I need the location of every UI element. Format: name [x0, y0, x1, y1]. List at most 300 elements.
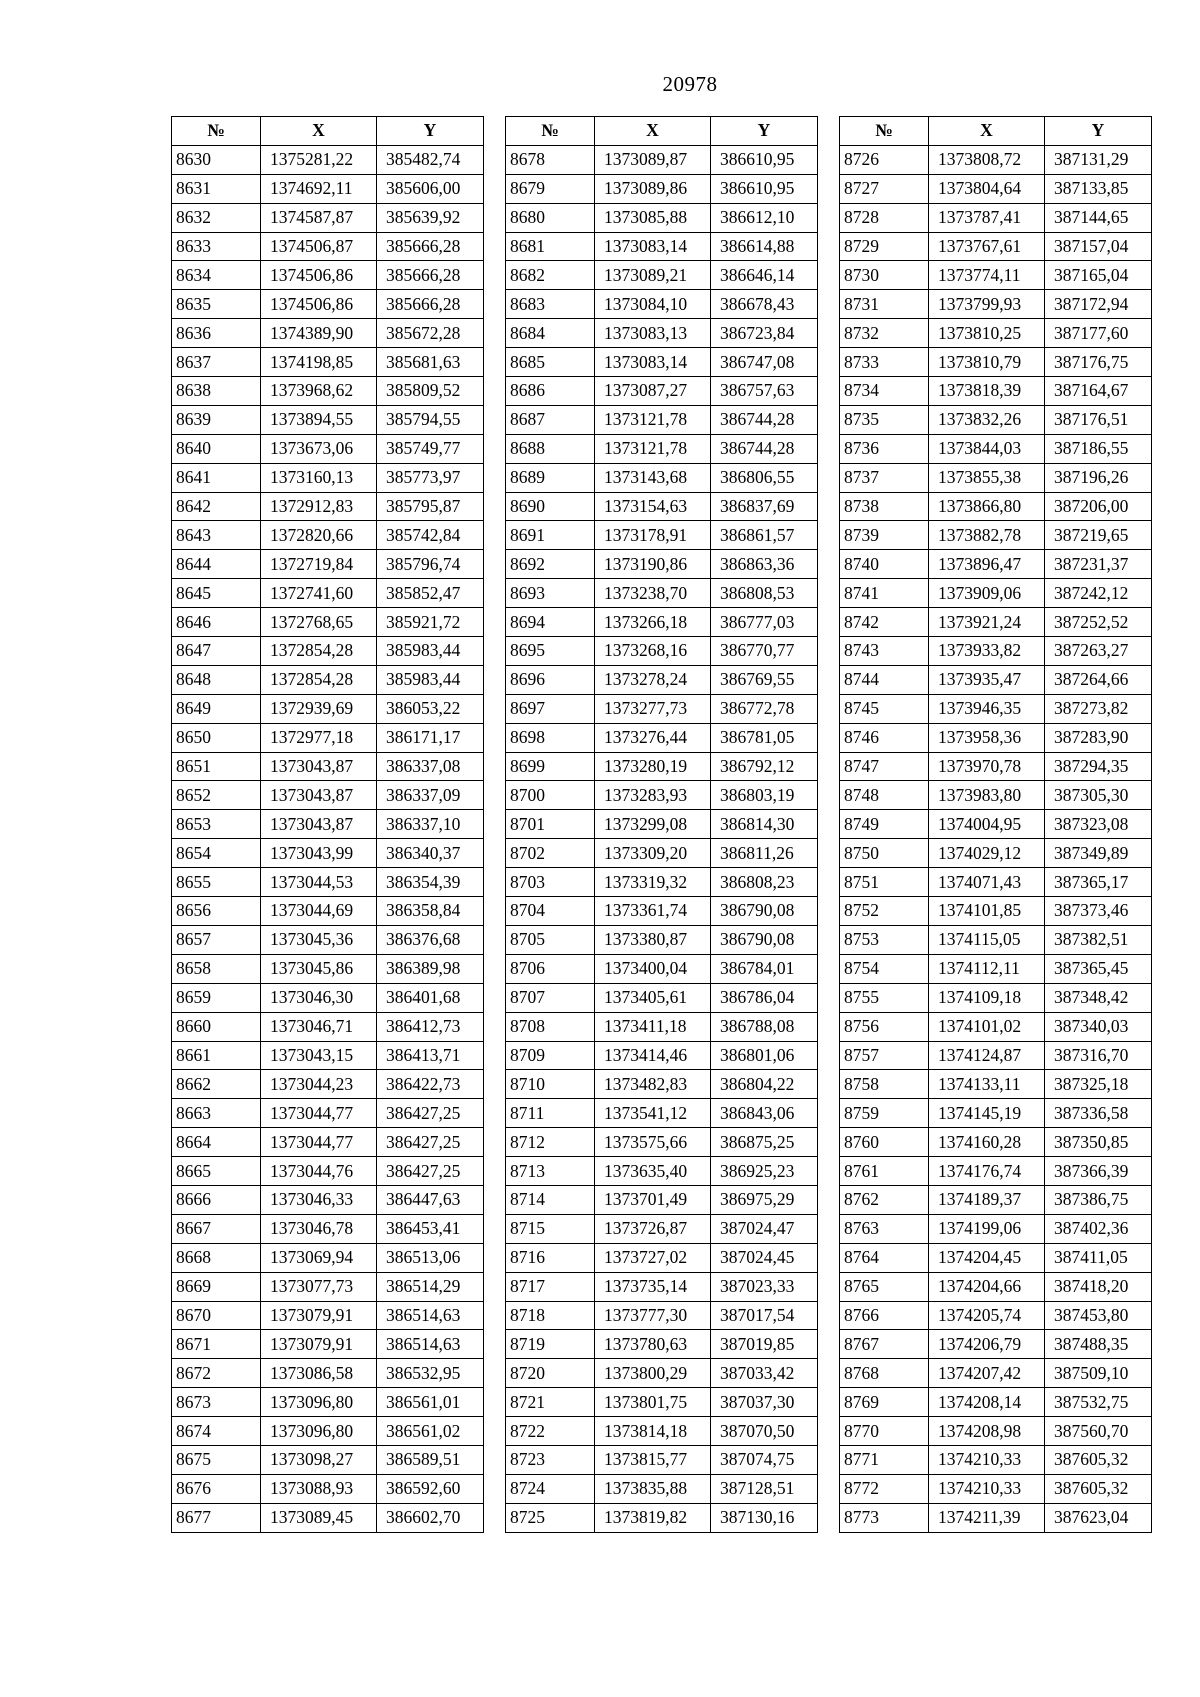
x-coordinate-cell: 1373160,13 [261, 463, 377, 492]
table-row [840, 1185, 1152, 1214]
x-coordinate-cell: 1373178,91 [595, 521, 711, 550]
table-row [172, 1041, 484, 1070]
table-row [506, 145, 818, 174]
y-coordinate-cell: 386863,36 [711, 550, 818, 579]
y-coordinate-cell: 387263,27 [1045, 637, 1152, 666]
point-number-cell: 8759 [840, 1099, 929, 1128]
table-row [506, 868, 818, 897]
x-coordinate-cell: 1374004,95 [929, 810, 1045, 839]
y-coordinate-cell: 387176,51 [1045, 405, 1152, 434]
point-number-cell: 8769 [840, 1388, 929, 1417]
point-number-cell: 8671 [172, 1330, 261, 1359]
point-number-cell: 8651 [172, 752, 261, 781]
x-coordinate-cell: 1373804,64 [929, 174, 1045, 203]
y-coordinate-cell: 387366,39 [1045, 1157, 1152, 1186]
point-number-cell: 8730 [840, 261, 929, 290]
y-coordinate-cell: 387231,37 [1045, 550, 1152, 579]
table-row [172, 1330, 484, 1359]
point-number-cell: 8681 [506, 232, 595, 261]
header-number: № [840, 117, 929, 146]
table-row [172, 290, 484, 319]
point-number-cell: 8711 [506, 1099, 595, 1128]
x-coordinate-cell: 1373079,91 [261, 1301, 377, 1330]
point-number-cell: 8702 [506, 839, 595, 868]
y-coordinate-cell: 386532,95 [377, 1359, 484, 1388]
x-coordinate-cell: 1373046,71 [261, 1012, 377, 1041]
y-coordinate-cell: 387340,03 [1045, 1012, 1152, 1041]
y-coordinate-cell: 385921,72 [377, 608, 484, 637]
x-coordinate-cell: 1373079,91 [261, 1330, 377, 1359]
x-coordinate-cell: 1373098,27 [261, 1445, 377, 1474]
y-coordinate-cell: 387242,12 [1045, 579, 1152, 608]
y-coordinate-cell: 385773,97 [377, 463, 484, 492]
table-row [172, 145, 484, 174]
table-row [506, 1099, 818, 1128]
table-row [506, 434, 818, 463]
x-coordinate-cell: 1374210,33 [929, 1445, 1045, 1474]
x-coordinate-cell: 1373276,44 [595, 723, 711, 752]
point-number-cell: 8678 [506, 145, 595, 174]
table-header-row [172, 117, 484, 146]
point-number-cell: 8733 [840, 348, 929, 377]
x-coordinate-cell: 1373414,46 [595, 1041, 711, 1070]
table-row [172, 954, 484, 983]
point-number-cell: 8761 [840, 1157, 929, 1186]
x-coordinate-cell: 1372741,60 [261, 579, 377, 608]
x-coordinate-cell: 1374029,12 [929, 839, 1045, 868]
table-row [840, 1041, 1152, 1070]
x-coordinate-cell: 1374101,85 [929, 897, 1045, 926]
table-row [840, 290, 1152, 319]
coordinate-table-3 [839, 116, 1152, 1533]
table-row [506, 319, 818, 348]
x-coordinate-cell: 1373727,02 [595, 1243, 711, 1272]
x-coordinate-cell: 1373810,25 [929, 319, 1045, 348]
y-coordinate-cell: 387144,65 [1045, 203, 1152, 232]
y-coordinate-cell: 387157,04 [1045, 232, 1152, 261]
x-coordinate-cell: 1373411,18 [595, 1012, 711, 1041]
table-row [840, 463, 1152, 492]
point-number-cell: 8731 [840, 290, 929, 319]
table-row [840, 1272, 1152, 1301]
x-coordinate-cell: 1374112,11 [929, 954, 1045, 983]
x-coordinate-cell: 1373086,58 [261, 1359, 377, 1388]
x-coordinate-cell: 1374207,42 [929, 1359, 1045, 1388]
table-row [840, 203, 1152, 232]
table-row [506, 348, 818, 377]
point-number-cell: 8676 [172, 1474, 261, 1503]
x-coordinate-cell: 1373085,88 [595, 203, 711, 232]
y-coordinate-cell: 386777,03 [711, 608, 818, 637]
y-coordinate-cell: 386053,22 [377, 694, 484, 723]
x-coordinate-cell: 1373882,78 [929, 521, 1045, 550]
y-coordinate-cell: 386744,28 [711, 405, 818, 434]
point-number-cell: 8766 [840, 1301, 929, 1330]
point-number-cell: 8684 [506, 319, 595, 348]
x-coordinate-cell: 1373077,73 [261, 1272, 377, 1301]
table-row [172, 983, 484, 1012]
point-number-cell: 8636 [172, 319, 261, 348]
x-coordinate-cell: 1373096,80 [261, 1417, 377, 1446]
y-coordinate-cell: 387186,55 [1045, 434, 1152, 463]
x-coordinate-cell: 1373044,53 [261, 868, 377, 897]
x-coordinate-cell: 1374133,11 [929, 1070, 1045, 1099]
y-coordinate-cell: 386447,63 [377, 1185, 484, 1214]
x-coordinate-cell: 1373400,04 [595, 954, 711, 983]
table-row [506, 637, 818, 666]
point-number-cell: 8657 [172, 925, 261, 954]
x-coordinate-cell: 1373800,29 [595, 1359, 711, 1388]
y-coordinate-cell: 386814,30 [711, 810, 818, 839]
table-row [840, 579, 1152, 608]
point-number-cell: 8690 [506, 492, 595, 521]
table-row [840, 377, 1152, 406]
y-coordinate-cell: 387560,70 [1045, 1417, 1152, 1446]
y-coordinate-cell: 386808,53 [711, 579, 818, 608]
y-coordinate-cell: 386589,51 [377, 1445, 484, 1474]
y-coordinate-cell: 387305,30 [1045, 781, 1152, 810]
x-coordinate-cell: 1373096,80 [261, 1388, 377, 1417]
y-coordinate-cell: 386376,68 [377, 925, 484, 954]
x-coordinate-cell: 1374204,66 [929, 1272, 1045, 1301]
point-number-cell: 8771 [840, 1445, 929, 1474]
x-coordinate-cell: 1373089,86 [595, 174, 711, 203]
coordinate-table-1 [171, 116, 484, 1533]
table-row [840, 781, 1152, 810]
y-coordinate-cell: 387453,80 [1045, 1301, 1152, 1330]
table-row [172, 1272, 484, 1301]
table-row [506, 897, 818, 926]
y-coordinate-cell: 387019,85 [711, 1330, 818, 1359]
point-number-cell: 8664 [172, 1128, 261, 1157]
point-number-cell: 8691 [506, 521, 595, 550]
y-coordinate-cell: 386837,69 [711, 492, 818, 521]
table-row [840, 1157, 1152, 1186]
x-coordinate-cell: 1374210,33 [929, 1474, 1045, 1503]
point-number-cell: 8721 [506, 1388, 595, 1417]
point-number-cell: 8638 [172, 377, 261, 406]
point-number-cell: 8661 [172, 1041, 261, 1070]
x-coordinate-cell: 1373801,75 [595, 1388, 711, 1417]
x-coordinate-cell: 1373735,14 [595, 1272, 711, 1301]
x-coordinate-cell: 1373767,61 [929, 232, 1045, 261]
x-coordinate-cell: 1374198,85 [261, 348, 377, 377]
x-coordinate-cell: 1373046,30 [261, 983, 377, 1012]
x-coordinate-cell: 1373819,82 [595, 1503, 711, 1532]
x-coordinate-cell: 1373043,87 [261, 752, 377, 781]
point-number-cell: 8762 [840, 1185, 929, 1214]
x-coordinate-cell: 1374199,06 [929, 1214, 1045, 1243]
table-row [840, 694, 1152, 723]
y-coordinate-cell: 387386,75 [1045, 1185, 1152, 1214]
point-number-cell: 8736 [840, 434, 929, 463]
x-coordinate-cell: 1373044,69 [261, 897, 377, 926]
point-number-cell: 8675 [172, 1445, 261, 1474]
table-row [172, 550, 484, 579]
table-row [172, 1474, 484, 1503]
table-row [506, 839, 818, 868]
y-coordinate-cell: 386337,08 [377, 752, 484, 781]
point-number-cell: 8699 [506, 752, 595, 781]
point-number-cell: 8641 [172, 463, 261, 492]
y-coordinate-cell: 387264,66 [1045, 665, 1152, 694]
x-coordinate-cell: 1373575,66 [595, 1128, 711, 1157]
y-coordinate-cell: 386646,14 [711, 261, 818, 290]
y-coordinate-cell: 387283,90 [1045, 723, 1152, 752]
x-coordinate-cell: 1373280,19 [595, 752, 711, 781]
y-coordinate-cell: 387131,29 [1045, 145, 1152, 174]
point-number-cell: 8669 [172, 1272, 261, 1301]
x-coordinate-cell: 1373044,77 [261, 1099, 377, 1128]
point-number-cell: 8739 [840, 521, 929, 550]
point-number-cell: 8707 [506, 983, 595, 1012]
table-row [840, 954, 1152, 983]
point-number-cell: 8765 [840, 1272, 929, 1301]
table-row [172, 261, 484, 290]
point-number-cell: 8648 [172, 665, 261, 694]
table-row [506, 1474, 818, 1503]
table-row [840, 1099, 1152, 1128]
table-row [172, 1445, 484, 1474]
x-coordinate-cell: 1375281,22 [261, 145, 377, 174]
y-coordinate-cell: 386811,26 [711, 839, 818, 868]
x-coordinate-cell: 1373043,87 [261, 810, 377, 839]
y-coordinate-cell: 387336,58 [1045, 1099, 1152, 1128]
x-coordinate-cell: 1373043,15 [261, 1041, 377, 1070]
point-number-cell: 8644 [172, 550, 261, 579]
table-row [172, 897, 484, 926]
x-coordinate-cell: 1373043,99 [261, 839, 377, 868]
point-number-cell: 8656 [172, 897, 261, 926]
x-coordinate-cell: 1372854,28 [261, 665, 377, 694]
y-coordinate-cell: 386610,95 [711, 145, 818, 174]
y-coordinate-cell: 385852,47 [377, 579, 484, 608]
x-coordinate-cell: 1373832,26 [929, 405, 1045, 434]
y-coordinate-cell: 386354,39 [377, 868, 484, 897]
y-coordinate-cell: 386925,23 [711, 1157, 818, 1186]
y-coordinate-cell: 386875,25 [711, 1128, 818, 1157]
point-number-cell: 8749 [840, 810, 929, 839]
y-coordinate-cell: 386803,19 [711, 781, 818, 810]
x-coordinate-cell: 1373089,45 [261, 1503, 377, 1532]
y-coordinate-cell: 387130,16 [711, 1503, 818, 1532]
point-number-cell: 8750 [840, 839, 929, 868]
y-coordinate-cell: 387024,47 [711, 1214, 818, 1243]
point-number-cell: 8683 [506, 290, 595, 319]
y-coordinate-cell: 385639,92 [377, 203, 484, 232]
table-row [506, 1301, 818, 1330]
point-number-cell: 8768 [840, 1359, 929, 1388]
point-number-cell: 8770 [840, 1417, 929, 1446]
table-row [172, 203, 484, 232]
y-coordinate-cell: 386786,04 [711, 983, 818, 1012]
x-coordinate-cell: 1374506,86 [261, 261, 377, 290]
table-row [506, 925, 818, 954]
point-number-cell: 8659 [172, 983, 261, 1012]
y-coordinate-cell: 387164,67 [1045, 377, 1152, 406]
y-coordinate-cell: 385482,74 [377, 145, 484, 174]
y-coordinate-cell: 386401,68 [377, 983, 484, 1012]
table-row [840, 868, 1152, 897]
x-coordinate-cell: 1373635,40 [595, 1157, 711, 1186]
y-coordinate-cell: 386792,12 [711, 752, 818, 781]
x-coordinate-cell: 1373299,08 [595, 810, 711, 839]
x-coordinate-cell: 1374205,74 [929, 1301, 1045, 1330]
point-number-cell: 8649 [172, 694, 261, 723]
point-number-cell: 8704 [506, 897, 595, 926]
x-coordinate-cell: 1374101,02 [929, 1012, 1045, 1041]
table-header-row [840, 117, 1152, 146]
point-number-cell: 8767 [840, 1330, 929, 1359]
point-number-cell: 8654 [172, 839, 261, 868]
y-coordinate-cell: 386770,77 [711, 637, 818, 666]
y-coordinate-cell: 385749,77 [377, 434, 484, 463]
point-number-cell: 8680 [506, 203, 595, 232]
y-coordinate-cell: 387323,08 [1045, 810, 1152, 839]
table-row [506, 261, 818, 290]
y-coordinate-cell: 385606,00 [377, 174, 484, 203]
point-number-cell: 8665 [172, 1157, 261, 1186]
point-number-cell: 8693 [506, 579, 595, 608]
y-coordinate-cell: 385795,87 [377, 492, 484, 521]
y-coordinate-cell: 385742,84 [377, 521, 484, 550]
point-number-cell: 8666 [172, 1185, 261, 1214]
x-coordinate-cell: 1373946,35 [929, 694, 1045, 723]
x-coordinate-cell: 1373046,78 [261, 1214, 377, 1243]
y-coordinate-cell: 386769,55 [711, 665, 818, 694]
point-number-cell: 8727 [840, 174, 929, 203]
y-coordinate-cell: 387350,85 [1045, 1128, 1152, 1157]
y-coordinate-cell: 387348,42 [1045, 983, 1152, 1012]
table-row [506, 290, 818, 319]
y-coordinate-cell: 387373,46 [1045, 897, 1152, 926]
x-coordinate-cell: 1373309,20 [595, 839, 711, 868]
table-row [506, 1157, 818, 1186]
table-row [172, 925, 484, 954]
x-coordinate-cell: 1373089,21 [595, 261, 711, 290]
x-coordinate-cell: 1373277,73 [595, 694, 711, 723]
x-coordinate-cell: 1373083,13 [595, 319, 711, 348]
point-number-cell: 8734 [840, 377, 929, 406]
table-row [172, 1099, 484, 1128]
x-coordinate-cell: 1373970,78 [929, 752, 1045, 781]
table-row [840, 1445, 1152, 1474]
y-coordinate-cell: 386678,43 [711, 290, 818, 319]
y-coordinate-cell: 387418,20 [1045, 1272, 1152, 1301]
point-number-cell: 8660 [172, 1012, 261, 1041]
x-coordinate-cell: 1373958,36 [929, 723, 1045, 752]
header-y: Y [1045, 117, 1152, 146]
y-coordinate-cell: 386389,98 [377, 954, 484, 983]
x-coordinate-cell: 1373921,24 [929, 608, 1045, 637]
table-row [506, 203, 818, 232]
point-number-cell: 8740 [840, 550, 929, 579]
point-number-cell: 8747 [840, 752, 929, 781]
header-number: № [506, 117, 595, 146]
table-row [172, 463, 484, 492]
point-number-cell: 8764 [840, 1243, 929, 1272]
x-coordinate-cell: 1373774,11 [929, 261, 1045, 290]
y-coordinate-cell: 386747,08 [711, 348, 818, 377]
y-coordinate-cell: 386614,88 [711, 232, 818, 261]
table-row [840, 550, 1152, 579]
point-number-cell: 8643 [172, 521, 261, 550]
table-row [840, 810, 1152, 839]
x-coordinate-cell: 1373844,03 [929, 434, 1045, 463]
y-coordinate-cell: 387024,45 [711, 1243, 818, 1272]
point-number-cell: 8728 [840, 203, 929, 232]
y-coordinate-cell: 386514,63 [377, 1330, 484, 1359]
x-coordinate-cell: 1373814,18 [595, 1417, 711, 1446]
x-coordinate-cell: 1373154,63 [595, 492, 711, 521]
point-number-cell: 8646 [172, 608, 261, 637]
point-number-cell: 8729 [840, 232, 929, 261]
y-coordinate-cell: 386171,17 [377, 723, 484, 752]
table-row [840, 1070, 1152, 1099]
point-number-cell: 8757 [840, 1041, 929, 1070]
table-row [172, 1417, 484, 1446]
point-number-cell: 8662 [172, 1070, 261, 1099]
x-coordinate-cell: 1373935,47 [929, 665, 1045, 694]
y-coordinate-cell: 386788,08 [711, 1012, 818, 1041]
y-coordinate-cell: 387017,54 [711, 1301, 818, 1330]
point-number-cell: 8763 [840, 1214, 929, 1243]
y-coordinate-cell: 387219,65 [1045, 521, 1152, 550]
table-row [840, 752, 1152, 781]
point-number-cell: 8653 [172, 810, 261, 839]
y-coordinate-cell: 385672,28 [377, 319, 484, 348]
point-number-cell: 8753 [840, 925, 929, 954]
y-coordinate-cell: 385983,44 [377, 637, 484, 666]
table-row [172, 1503, 484, 1532]
y-coordinate-cell: 386790,08 [711, 925, 818, 954]
table-row [506, 608, 818, 637]
point-number-cell: 8710 [506, 1070, 595, 1099]
y-coordinate-cell: 386340,37 [377, 839, 484, 868]
table-row [840, 348, 1152, 377]
header-number: № [172, 117, 261, 146]
table-row [172, 637, 484, 666]
y-coordinate-cell: 386513,06 [377, 1243, 484, 1272]
x-coordinate-cell: 1373855,38 [929, 463, 1045, 492]
x-coordinate-cell: 1373866,80 [929, 492, 1045, 521]
point-number-cell: 8686 [506, 377, 595, 406]
point-number-cell: 8741 [840, 579, 929, 608]
x-coordinate-cell: 1373121,78 [595, 434, 711, 463]
table-row [840, 1503, 1152, 1532]
point-number-cell: 8647 [172, 637, 261, 666]
point-number-cell: 8700 [506, 781, 595, 810]
y-coordinate-cell: 386453,41 [377, 1214, 484, 1243]
point-number-cell: 8713 [506, 1157, 595, 1186]
point-number-cell: 8682 [506, 261, 595, 290]
table-row [840, 723, 1152, 752]
point-number-cell: 8688 [506, 434, 595, 463]
x-coordinate-cell: 1373143,68 [595, 463, 711, 492]
table-row [506, 1388, 818, 1417]
y-coordinate-cell: 386561,02 [377, 1417, 484, 1446]
table-row [172, 665, 484, 694]
point-number-cell: 8635 [172, 290, 261, 319]
y-coordinate-cell: 387128,51 [711, 1474, 818, 1503]
point-number-cell: 8687 [506, 405, 595, 434]
table-row [840, 1359, 1152, 1388]
y-coordinate-cell: 385666,28 [377, 232, 484, 261]
y-coordinate-cell: 387273,82 [1045, 694, 1152, 723]
x-coordinate-cell: 1373087,27 [595, 377, 711, 406]
point-number-cell: 8735 [840, 405, 929, 434]
table-row [172, 1128, 484, 1157]
